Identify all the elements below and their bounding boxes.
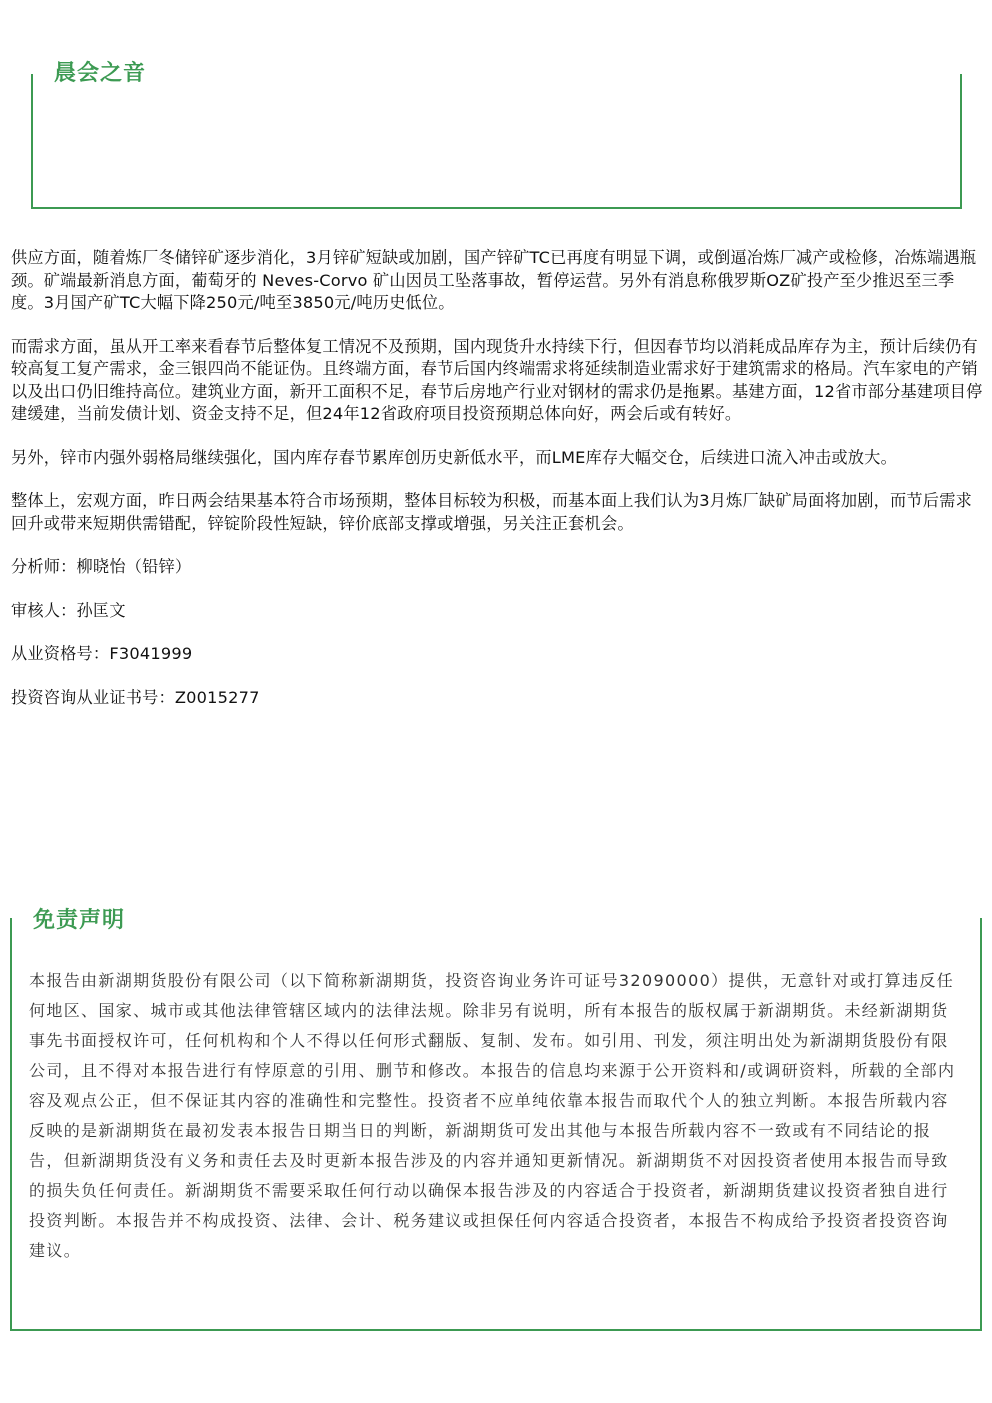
analyst-line: 分析师：柳晓怡（铅锌）: [11, 557, 192, 576]
inventory-paragraph: 另外，锌市内强外弱格局继续强化，国内库存春节累库创历史新低水平，而LME库存大幅交仓，后续进口流入冲击或放大。: [11, 447, 897, 467]
morning-voice-title: 晨会之音: [50, 56, 150, 87]
reviewer-line: 审核人：孙匡文: [11, 600, 126, 620]
disclaimer-text: 本报告由新湖期货股份有限公司（以下简称新湖期货，投资咨询业务许可证号32090000）提供，无意针对或打算违反任何地区、国家、城市或其他法律管辖区域内的法律法规。除非另有说明，所有本报告的版权属于新湖期货。未经新湖期货事先书面授权许可，任何机构和个人不得以任何形式翻版、复制、发布。如引用、刊发，须注明出处为新湖期货股份有限公司，且不得对本报告进行有悖原意的引用、删节和修改。本报告的信息均来源于公开资料和/或调研资料，所载的全部内容及观点公正，但不保证其内容的准确性和完整性。投资者不应单纯依靠本报告而取代个人的独立判断。本报告所载内容反映的是新湖期货在最初发表本报告日期当日的判断，新湖期货可发出其他与本报告所载内容不一致或有不同结论的报告，但新湖期货没有义务和责任去及时更新本报告涉及的内容并通知更新情况。新湖期货不对因投资者使用本报告而导致的损失负任何责任。新湖期货不需要采取任何行动以确保本报告涉及的内容适合于投资者，新湖期货建议投资者独自进行投资判断。本报告并不构成投资、法律、会计、税务建议或担保任何内容适合投资者，本报告不构成给予投资者投资咨询建议。: [29, 971, 956, 1260]
conclusion-paragraph: 整体上，宏观方面，昨日两会结果基本符合市场预期，整体目标较为积极，而基本面上我们认为3月炼厂缺矿局面将加剧，而节后需求回升或带来短期供需错配，锌锭阶段性短缺，锌价底部支撑或增强，另关注正套机会。: [11, 491, 972, 533]
qualification-line: 从业资格号：F3041999: [11, 644, 193, 663]
supply-paragraph: 供应方面，随着炼厂冬储锌矿逐步消化，3月锌矿短缺或加剧，国产锌矿TC已再度有明显下调，或倒逼冶炼厂减产或检修，冶炼端遇瓶颈。矿端最新消息方面，葡萄牙的 Neves-Corvo 矿山因员工坠落事故，暂停运营。另外有消息称俄罗斯OZ矿投产至少推迟至三季度。3月国产矿TC大幅下降250元/吨至3850元/吨历史低位。: [11, 248, 977, 312]
report-body: [11, 247, 983, 730]
morning-voice-box: [31, 74, 962, 209]
disclaimer-title: 免责声明: [29, 903, 129, 934]
demand-paragraph: 而需求方面，虽从开工率来看春节后整体复工情况不及预期，国内现货升水持续下行，但因春节均以消耗成品库存为主，预计后续仍有较高复工复产需求，金三银四尚不能证伪。且终端方面，春节后国内终端需求将延续制造业需求好于建筑需求的格局。汽车家电的产销以及出口仍旧维持高位。建筑业方面，新开工面积不足，春节后房地产行业对钢材的需求仍是拖累。基建方面，12省市部分基建项目停建缓建，当前发债计划、资金支持不足，但24年12省政府项目投资预期总体向好，两会后或有转好。: [11, 336, 983, 423]
certificate-line: 投资咨询从业证书号：Z0015277: [11, 687, 260, 707]
